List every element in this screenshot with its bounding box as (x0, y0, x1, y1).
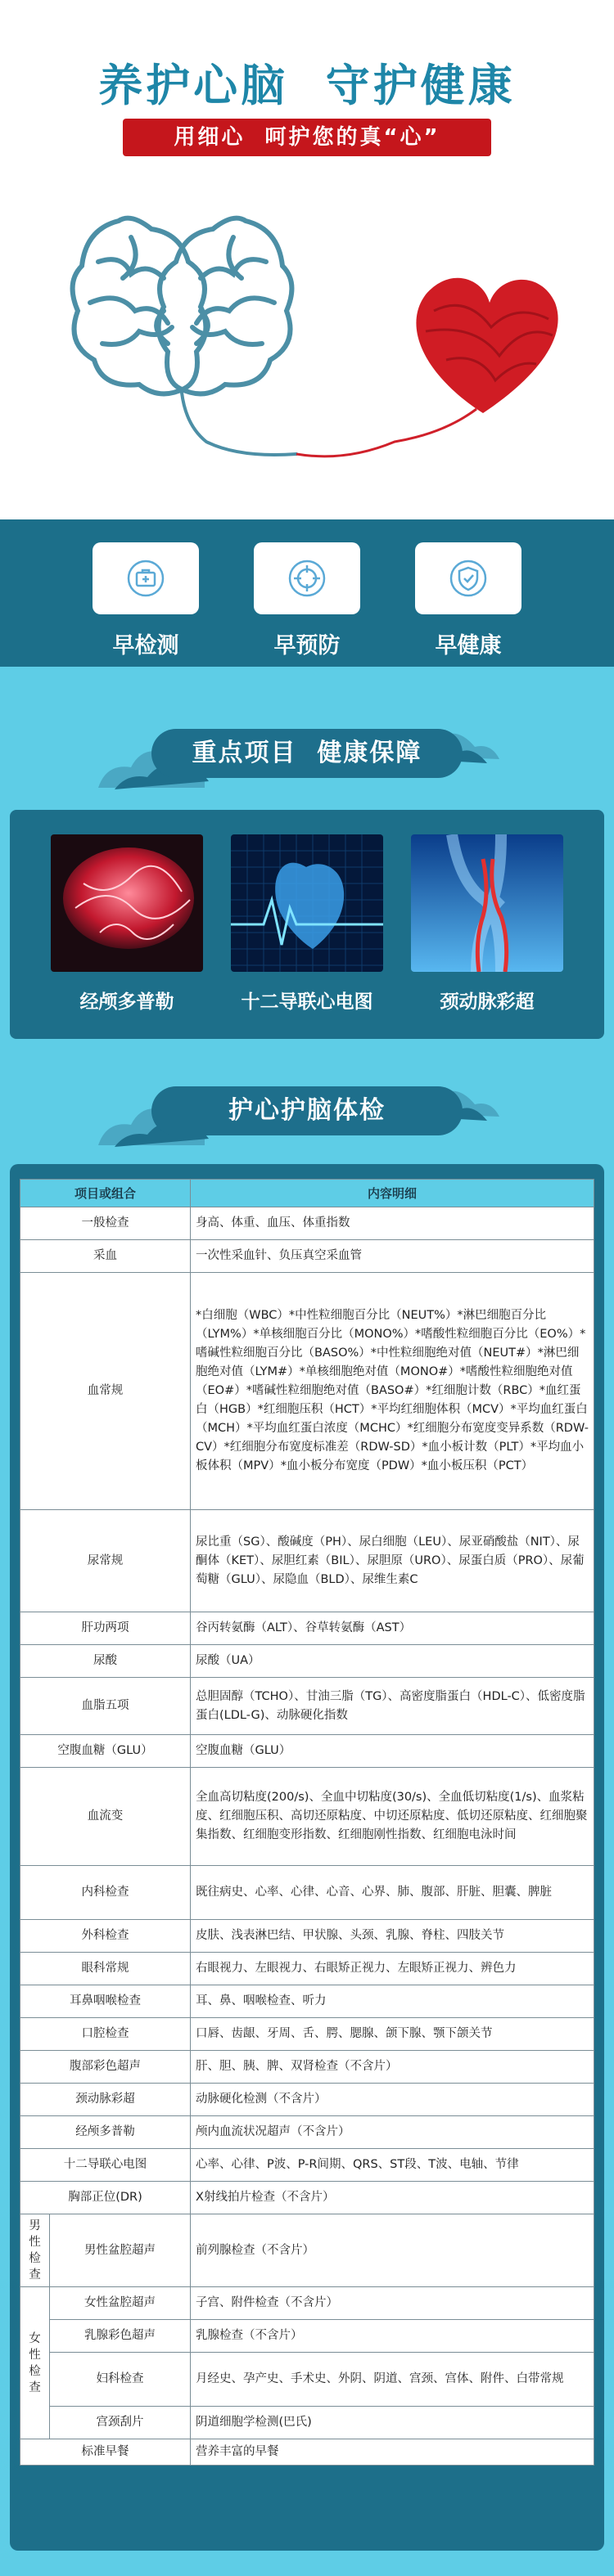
exam-item-name: 耳鼻咽喉检查 (20, 1985, 191, 2018)
exam-item-detail: 谷丙转氨酶（ALT）、谷草转氨酶（AST） (191, 1612, 594, 1645)
table-row (20, 1678, 594, 1735)
exam-item-detail: 身高、体重、血压、体重指数 (191, 1207, 594, 1240)
exam-item-name: 血常规 (20, 1273, 191, 1510)
exam-item-detail: 一次性采血针、负压真空采血管 (191, 1240, 594, 1273)
exam-item-detail: 右眼视力、左眼视力、右眼矫正视力、左眼矫正视力、辨色力 (191, 1953, 594, 1985)
exam-item-detail: 既往病史、心率、心律、心音、心界、肺、腹部、肝脏、胆囊、脾脏 (191, 1866, 594, 1920)
exam-item-name: 胸部正位(DR) (20, 2182, 191, 2214)
table-row (20, 2051, 594, 2084)
hero-section (0, 0, 614, 519)
yarn-heart-icon (416, 278, 558, 413)
table-row (20, 2084, 594, 2116)
exam-item-name: 眼科常规 (20, 1953, 191, 1985)
exam-item-name: 经颅多普勒 (20, 2116, 191, 2149)
exam-item-name: 空腹血糖（GLU） (20, 1735, 191, 1768)
benefit-label: 早预防 (273, 633, 341, 659)
feature-label: 颈动脉彩超 (440, 991, 535, 1013)
table-row (20, 2018, 594, 2051)
exam-table-body (20, 1207, 594, 2466)
table-row (20, 1510, 594, 1612)
exam-item-detail: 总胆固醇（TCHO）、甘油三脂（TG）、高密度脂蛋白（HDL-C）、低密度脂蛋白(LDL-G)、动脉硬化指数 (191, 1678, 594, 1735)
exam-item-detail: 尿比重（SG）、酸碱度（PH）、尿白细胞（LEU）、尿亚硝酸盐（NIT）、尿酮体（KET）、尿胆红素（BIL）、尿胆原（URO）、尿蛋白质（PRO）、尿葡萄糖（GLU）、尿隐血（BLD）、尿维生素C (191, 1510, 594, 1612)
shield-check-icon (449, 559, 488, 598)
feature-label: 经颅多普勒 (79, 991, 174, 1013)
exam-item-name: 女性盆腔超声 (50, 2287, 191, 2320)
table-row (20, 1920, 594, 1953)
exam-item-name: 十二导联心电图 (20, 2149, 191, 2182)
key-items-panel (10, 810, 604, 1039)
section-heading-exam (0, 1072, 614, 1153)
benefit-icon-box (254, 542, 360, 614)
benefit-label: 早健康 (435, 633, 502, 659)
benefit-label: 早检测 (112, 633, 179, 659)
benefit-early-detection (93, 542, 199, 659)
exam-item-name: 血流变 (20, 1768, 191, 1866)
table-header-row (20, 1180, 594, 1207)
table-row (20, 2182, 594, 2214)
table-row (20, 1985, 594, 2018)
exam-item-detail: 动脉硬化检测（不含片） (191, 2084, 594, 2116)
red-thread-icon (296, 409, 476, 456)
exam-item-name: 尿酸 (20, 1645, 191, 1678)
exam-item-name: 妇科检查 (50, 2353, 191, 2407)
benefit-icon-box (93, 542, 199, 614)
yarn-brain-icon (73, 218, 296, 455)
exam-item-detail: 颅内血流状况超声（不含片） (191, 2116, 594, 2149)
table-row (20, 2320, 594, 2353)
exam-item-name: 腹部彩色超声 (20, 2051, 191, 2084)
exam-item-detail: 全血高切粘度(200/s)、全血中切粘度(30/s)、全血低切粘度(1/s)、血浆粘度、红细胞压积、高切还原粘度、中切还原粘度、低切还原粘度、红细胞聚集指数、红细胞变形指数、红细胞刚性指数、红细胞电泳时间 (191, 1768, 594, 1866)
exam-items-table (20, 1179, 594, 2466)
exam-item-detail: 口唇、齿龈、牙周、舌、腭、腮腺、颌下腺、颚下颌关节 (191, 2018, 594, 2051)
brain-vessels-image (51, 834, 203, 972)
crosshair-icon (287, 559, 327, 598)
table-row (20, 2287, 594, 2320)
exam-item-name: 肝功两项 (20, 1612, 191, 1645)
exam-item-detail: 耳、鼻、咽喉检查、听力 (191, 1985, 594, 2018)
exam-item-detail: 空腹血糖（GLU） (191, 1735, 594, 1768)
table-row (20, 1768, 594, 1866)
table-row (20, 1273, 594, 1510)
medical-kit-icon (126, 559, 165, 598)
exam-item-detail: 肝、胆、胰、脾、双肾检查（不含片） (191, 2051, 594, 2084)
table-row (20, 1866, 594, 1920)
exam-item-name: 标准早餐 (20, 2439, 191, 2466)
benefit-icon-box (415, 542, 521, 614)
exam-item-name: 乳腺彩色超声 (50, 2320, 191, 2353)
group-label-male: 男性检查 (20, 2214, 50, 2287)
table-row (20, 1207, 594, 1240)
feature-label: 十二导联心电图 (241, 991, 373, 1013)
section-title: 重点项目 健康保障 (151, 729, 463, 778)
feature-ecg (231, 834, 383, 1014)
table-row (20, 1645, 594, 1678)
exam-item-detail: 心率、心律、P波、P-R间期、QRS、ST段、T波、电轴、节律 (191, 2149, 594, 2182)
exam-item-name: 内科检查 (20, 1866, 191, 1920)
exam-item-detail: 前列腺检查（不含片） (191, 2214, 594, 2287)
exam-item-detail: 乳腺检查（不含片） (191, 2320, 594, 2353)
section-title: 护心护脑体检 (151, 1086, 463, 1135)
benefits-band (0, 519, 614, 667)
exam-table-card (10, 1164, 604, 2551)
exam-item-name: 尿常规 (20, 1510, 191, 1612)
column-header-detail: 内容明细 (191, 1180, 594, 1207)
exam-item-name: 一般检查 (20, 1207, 191, 1240)
exam-item-detail: 皮肤、浅表淋巴结、甲状腺、头颈、乳腺、脊柱、四肢关节 (191, 1920, 594, 1953)
table-row (20, 2116, 594, 2149)
exam-item-name: 男性盆腔超声 (50, 2214, 191, 2287)
exam-item-detail: 尿酸（UA） (191, 1645, 594, 1678)
feature-carotid (411, 834, 563, 1014)
table-row (20, 2439, 594, 2466)
exam-item-name: 宫颈刮片 (50, 2407, 191, 2439)
exam-item-detail: 营养丰富的早餐 (191, 2439, 594, 2466)
exam-item-name: 采血 (20, 1240, 191, 1273)
table-row (20, 1240, 594, 1273)
feature-tcd (51, 834, 203, 1014)
benefit-early-health (415, 542, 521, 659)
group-label-female: 女性检查 (20, 2287, 50, 2439)
table-row (20, 2214, 594, 2287)
table-row (20, 2407, 594, 2439)
exam-item-name: 血脂五项 (20, 1678, 191, 1735)
table-row (20, 1953, 594, 1985)
exam-item-detail: 子宫、附件检查（不含片） (191, 2287, 594, 2320)
exam-item-name: 口腔检查 (20, 2018, 191, 2051)
exam-item-detail: X射线拍片检查（不含片） (191, 2182, 594, 2214)
heart-ecg-image (231, 834, 383, 972)
exam-item-name: 外科检查 (20, 1920, 191, 1953)
benefit-early-prevention (254, 542, 360, 659)
column-header-item: 项目或组合 (20, 1180, 191, 1207)
brain-heart-illustration (41, 188, 573, 466)
section-heading-key-items (0, 714, 614, 796)
content-section (0, 667, 614, 2576)
exam-item-detail: 月经史、孕产史、手术史、外阴、阴道、宫颈、宫体、附件、白带常规 (191, 2353, 594, 2407)
table-row (20, 1735, 594, 1768)
exam-item-name: 颈动脉彩超 (20, 2084, 191, 2116)
exam-item-detail: *白细胞（WBC）*中性粒细胞百分比（NEUT%）*淋巴细胞百分比（LYM%）*单核细胞百分比（MONO%）*嗜酸性粒细胞百分比（EO%）*嗜碱性粒细胞百分比（BASO%）*中性粒细胞绝对值（NEUT#）*淋巴细胞绝对值（LYM#）*单核细胞绝对值（MONO#）*嗜酸性粒细胞绝对值（EO#）*嗜碱性粒细胞绝对值（BASO#）*红细胞计数（RBC）*血红蛋白（HGB）*红细胞压积（HCT）*平均红细胞体积（MCV）*平均血红蛋白（MCH）*平均血红蛋白浓度（MCHC）*红细胞分布宽度变异系数（RDW-CV）*红细胞分布宽度标准差（RDW-SD）*血小板计数（PLT）*平均血小板体积（MPV）*血小板分布宽度（PDW）*血小板压积（PCT） (191, 1273, 594, 1510)
carotid-artery-image (411, 834, 563, 972)
table-row (20, 2149, 594, 2182)
hero-title: 养护心脑 守护健康 (98, 60, 516, 111)
table-row (20, 1612, 594, 1645)
table-row (20, 2353, 594, 2407)
hero-slogan-ribbon: 用细心 呵护您的真“心” (123, 119, 491, 156)
exam-item-detail: 阴道细胞学检测(巴氏) (191, 2407, 594, 2439)
